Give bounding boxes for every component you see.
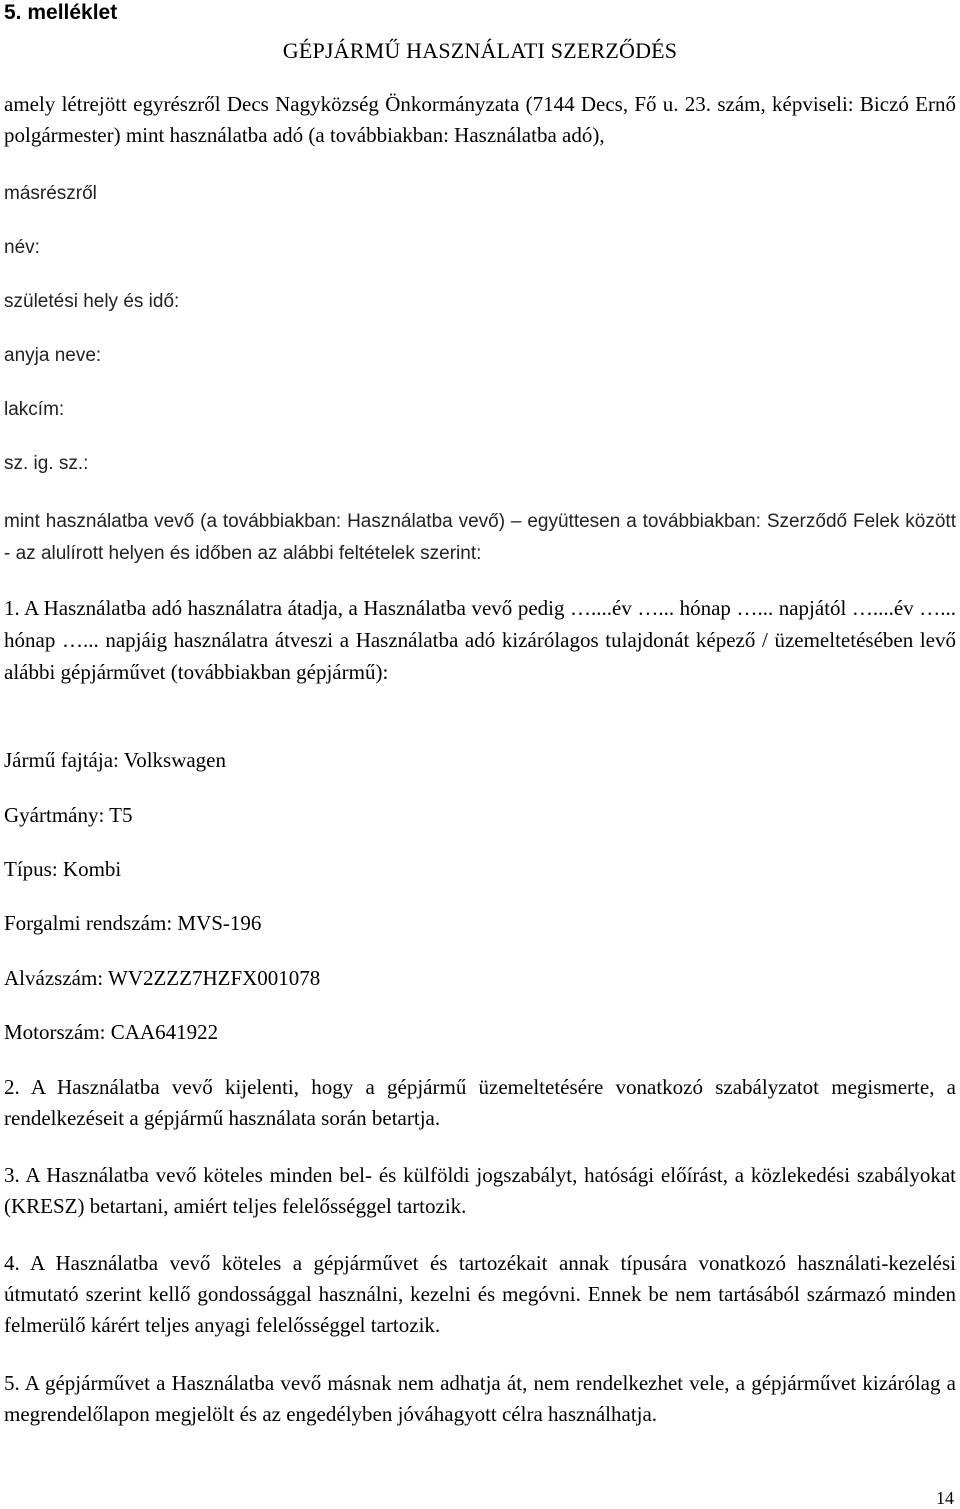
other-party-label: másrészről [4, 183, 97, 204]
clause-3: 3. A Használatba vevő köteles minden bel- és külföldi jogszabályt, hatósági előírást, a közlekedési szabályokat (KRESZ) betartani, amiért teljes felelősséggel tartozik. [4, 1163, 956, 1218]
document-title: GÉPJÁRMŰ HASZNÁLATI SZERZŐDÉS [282, 38, 678, 63]
vehicle-make: Gyártmány: T5 [4, 803, 133, 827]
clause-5: 5. A gépjárművet a Használatba vevő másnak nem adhatja át, nem rendelkezhet vele, a gépjárművet kizárólag a megrendelőlapon megjelölt és az engedélyben jóváhagyott célra használhatja. [4, 1371, 956, 1426]
annex-label: 5. melléklet [4, 1, 118, 24]
vehicle-type: Típus: Kombi [4, 857, 122, 881]
vehicle-kind: Jármű fajtája: Volkswagen [4, 748, 227, 772]
clause-1: 1. A Használatba adó használatra átadja, a Használatba vevő pedig …....év …... hónap …... napjától …....év …... hónap …... napjáig használatra átveszi a Használatba adó kizárólagos tulajdonát képező / üzemeltetésében levő alábbi gépjárművet (továbbiakban gépjármű): [4, 596, 956, 684]
as-user-paragraph: mint használatba vevő (a továbbiakban: Használatba vevő) – együttesen a továbbiakban: Szerződő Felek között - az alulírott helyen és időben az alábbi feltételek szerint: [4, 511, 956, 564]
address-field-label: lakcím: [4, 399, 65, 420]
clause-2: 2. A Használatba vevő kijelenti, hogy a gépjármű üzemeltetésére vonatkozó szabályzatot megismerte, a rendelkezéseit a gépjármű használata során betartja. [4, 1075, 956, 1130]
vehicle-engine-number: Motorszám: CAA641922 [4, 1020, 219, 1044]
birth-field-label: születési hely és idő: [4, 291, 180, 312]
vehicle-chassis-number: Alvázszám: WV2ZZZ7HZFX001078 [4, 966, 321, 990]
vehicle-plate: Forgalmi rendszám: MVS-196 [4, 911, 262, 935]
clause-4: 4. A Használatba vevő köteles a gépjárművet és tartozékait annak típusára vonatkozó használati-kezelési útmutató szerint kellő gondossággal használni, kezelni és megóvni. Ennek be nem tartásából származó minden felmerülő kárért teljes anyagi felelősséggel tartozik. [4, 1251, 956, 1337]
id-number-field-label: sz. ig. sz.: [4, 453, 89, 474]
page-number: 14 [936, 1488, 954, 1508]
mother-name-field-label: anyja neve: [4, 345, 102, 366]
intro-paragraph: amely létrejött egyrészről Decs Nagyközség Önkormányzata (7144 Decs, Fő u. 23. szám, képviseli: Biczó Ernő polgármester) mint használatba adó (a továbbiakban: Használatba adó), [4, 92, 956, 147]
name-field-label: név: [4, 237, 40, 258]
